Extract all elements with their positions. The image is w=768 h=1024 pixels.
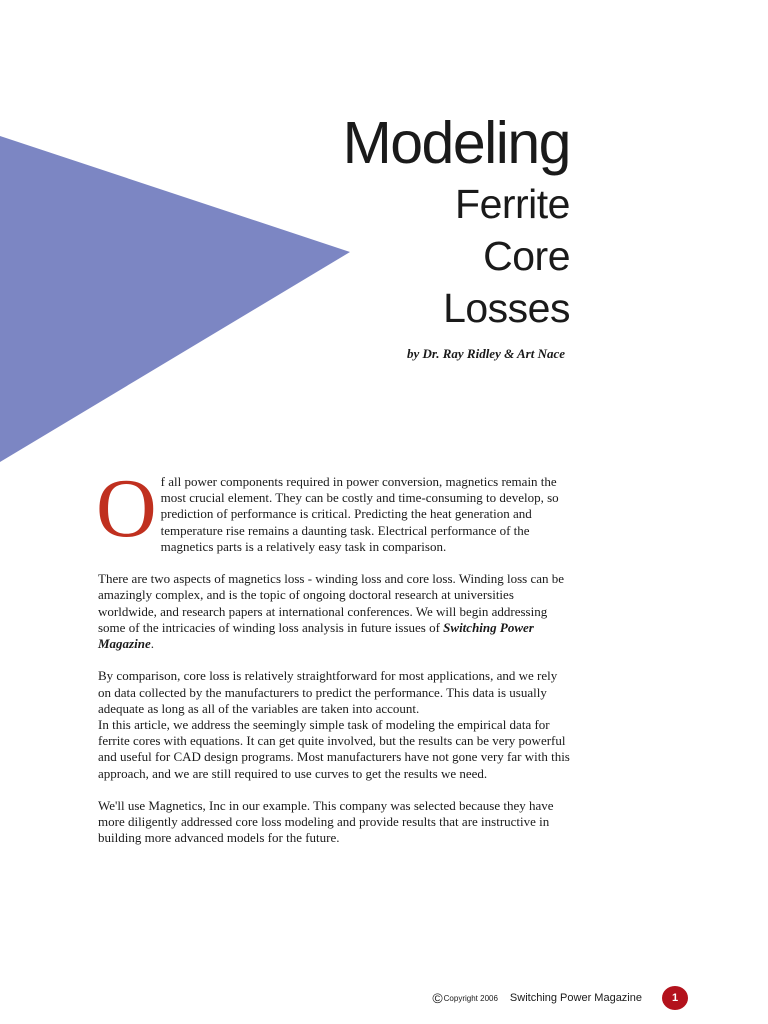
paragraph-aspects-text: There are two aspects of magnetics loss - winding loss and core loss. Winding loss can be amazingly complex, and is the topic of ongoing doctoral research at universities worldwide, and research papers at international conferences. We will begin addressing some of the intricacies of winding loss analysis in future issues of [98,571,565,635]
page-number-badge: 1 [662,986,688,1010]
article-body [96,462,570,863]
paragraph-comparison [98,668,570,781]
title-block [343,108,570,334]
title-line-core: Core [483,233,570,279]
triangle-shape [0,136,350,462]
paragraph-aspects [98,571,570,652]
drop-cap: O [96,462,157,555]
paragraph-intro-text: f all power components required in power conversion, magnetics remain the most crucial element. They can be costly and time-consuming to develop, so prediction of performance is critical. Predicting the heat generation and temperature rise remains a daunting task. Electrical performance of the magnetics parts is a relatively easy task in comparison. [160,474,559,554]
title-line-ferrite: Ferrite [455,181,570,227]
paragraph-comparison-text-a: By comparison, core loss is relatively straightforward for most applications, and we rely on data collected by the manufacturers to predict the performance. This data is usually adequate as long as all of the variables are taken into account. [98,668,558,716]
paragraph-aspects-end: . [150,636,154,652]
footer-magazine-name: Switching Power Magazine [509,992,642,1004]
magazine-name-italic: Switching Power Magazine [98,619,534,652]
title-main: Modeling [342,110,570,176]
copyright-symbol: © [432,990,443,1006]
title-line-losses: Losses [443,285,570,331]
paragraph-intro [96,462,570,555]
paragraph-example: We'll use Magnetics, Inc in our example. This company was selected because they have more diligently addressed core loss modeling and provide results that are instructive in building more advanced models for the future. [98,798,554,846]
footer [432,986,688,1010]
copyright-text: Copyright 2006 [443,993,498,1003]
byline: by Dr. Ray Ridley & Art Nace [406,346,565,361]
paragraph-comparison-text-b: In this article, we address the seemingly simple task of modeling the empirical data for ferrite cores with equations. It can get quite involved, but the results can be very powerful and useful for CAD design programs. Most manufacturers have not gone very far with this approach, and we are still required to use curves to get the results we need. [98,717,570,781]
